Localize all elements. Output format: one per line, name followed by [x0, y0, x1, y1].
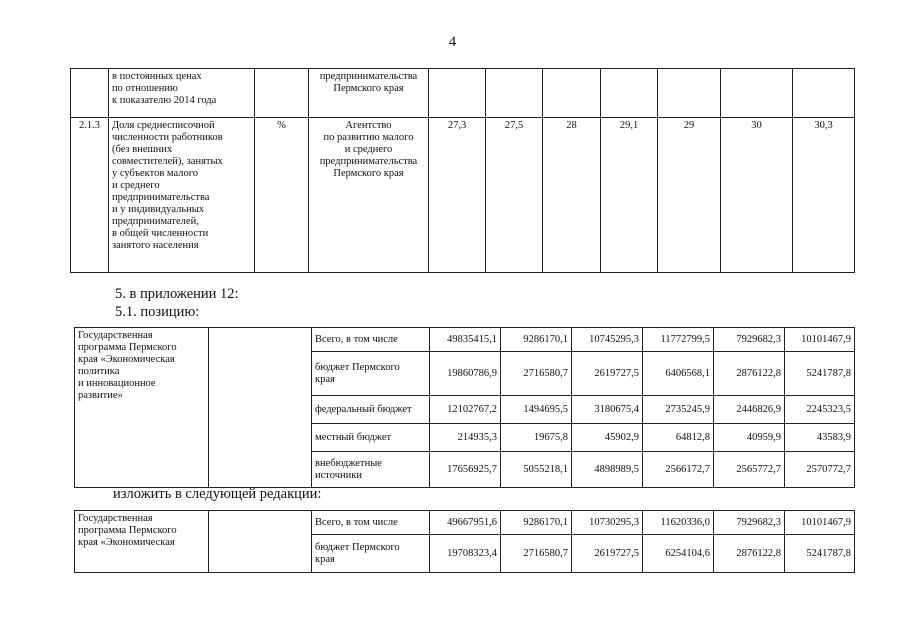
- unit-cell: [255, 69, 309, 118]
- text-line: края «Экономическая: [78, 537, 175, 548]
- text-line: бюджет Пермского: [315, 541, 400, 553]
- value-cell: 45902,9: [572, 424, 643, 452]
- value-cell: 2735245,9: [643, 396, 714, 424]
- text-line: и среднего: [344, 144, 393, 155]
- indicators-table: [70, 68, 855, 273]
- text-line: и инновационное: [78, 378, 156, 389]
- text-line: и у индивидуальных: [112, 204, 205, 215]
- value-cell: 2566172,7: [643, 452, 714, 488]
- value-cell: 2716580,7: [501, 352, 572, 396]
- value-cell: 19708323,4: [430, 535, 501, 573]
- funding-source-cell: [312, 328, 430, 352]
- text-line: Всего, в том числе: [315, 333, 398, 345]
- text-line: местный бюджет: [315, 431, 392, 443]
- empty-cell: [209, 328, 312, 488]
- funding-source-cell: [312, 511, 430, 535]
- text-line: бюджет Пермского: [315, 361, 400, 373]
- text-line: Всего, в том числе: [315, 516, 398, 528]
- text-line: численности работников: [112, 132, 223, 143]
- value-cell: [543, 69, 601, 118]
- funding-source-cell: [312, 396, 430, 424]
- value-cell: 1494695,5: [501, 396, 572, 424]
- value-cell: 27,5: [486, 118, 543, 273]
- value-cell: 9286170,1: [501, 511, 572, 535]
- text-line: программа Пермского: [78, 525, 177, 536]
- value-cell: 3180675,4: [572, 396, 643, 424]
- unit-cell: %: [255, 118, 309, 273]
- value-cell: 43583,9: [785, 424, 855, 452]
- value-cell: 7929682,3: [714, 328, 785, 352]
- value-cell: 19860786,9: [430, 352, 501, 396]
- value-cell: 19675,8: [501, 424, 572, 452]
- value-cell: 5055218,1: [501, 452, 572, 488]
- text-line: политика: [78, 366, 120, 377]
- value-cell: 2446826,9: [714, 396, 785, 424]
- page-number: 4: [448, 34, 457, 50]
- paragraph-position: 5.1. позицию:: [115, 304, 200, 320]
- text-line: по отношению: [112, 83, 178, 94]
- value-cell: 49835415,1: [430, 328, 501, 352]
- table-row: [75, 511, 855, 535]
- text-line: края «Экономическая: [78, 354, 175, 365]
- paragraph-appendix: 5. в приложении 12:: [115, 286, 239, 302]
- text-line: (без внешних: [112, 144, 173, 155]
- program-name-cell: [75, 511, 209, 573]
- value-cell: 6406568,1: [643, 352, 714, 396]
- value-cell: 17656925,7: [430, 452, 501, 488]
- value-cell: 10101467,9: [785, 328, 855, 352]
- row-number-cell: 2.1.3: [71, 118, 109, 273]
- value-cell: 5241787,8: [785, 352, 855, 396]
- text-line: федеральный бюджет: [315, 403, 412, 415]
- text-line: Доля среднесписочной: [112, 120, 215, 131]
- text-line: предпринимательства: [319, 71, 418, 82]
- value-cell: 30: [721, 118, 793, 273]
- value-cell: 27,3: [429, 118, 486, 273]
- value-cell: 2619727,5: [572, 352, 643, 396]
- value-cell: [601, 69, 658, 118]
- value-cell: 28: [543, 118, 601, 273]
- program-name-cell: [75, 328, 209, 488]
- table-row: [71, 69, 855, 118]
- value-cell: 10101467,9: [785, 511, 855, 535]
- text-line: предпринимателей,: [112, 216, 199, 227]
- value-cell: 6254104,6: [643, 535, 714, 573]
- text-line: источники: [315, 469, 362, 481]
- text-line: Пермского края: [333, 83, 404, 94]
- text-line: совместителей), занятых: [112, 156, 223, 167]
- table-row: [71, 118, 855, 273]
- value-cell: 214935,3: [430, 424, 501, 452]
- value-cell: 12102767,2: [430, 396, 501, 424]
- paragraph-new-edition: изложить в следующей редакции:: [113, 486, 322, 502]
- text-line: по развитию малого: [323, 132, 414, 143]
- value-cell: 2619727,5: [572, 535, 643, 573]
- program-funding-table-old: [74, 327, 855, 488]
- value-cell: 7929682,3: [714, 511, 785, 535]
- value-cell: 11620336,0: [643, 511, 714, 535]
- value-cell: 2876122,8: [714, 535, 785, 573]
- text-line: Государственная: [78, 513, 153, 524]
- value-cell: 2716580,7: [501, 535, 572, 573]
- text-line: в постоянных ценах: [112, 71, 202, 82]
- value-cell: 2570772,7: [785, 452, 855, 488]
- value-cell: 4898989,5: [572, 452, 643, 488]
- text-line: предпринимательства: [112, 192, 210, 203]
- text-line: и среднего: [112, 180, 160, 191]
- text-line: Пермского края: [333, 168, 404, 179]
- value-cell: 29: [658, 118, 721, 273]
- row-number-cell: [71, 69, 109, 118]
- value-cell: 5241787,8: [785, 535, 855, 573]
- value-cell: 9286170,1: [501, 328, 572, 352]
- funding-source-cell: [312, 535, 430, 573]
- value-cell: 10730295,3: [572, 511, 643, 535]
- value-cell: [429, 69, 486, 118]
- funding-source-cell: [312, 424, 430, 452]
- value-cell: 30,3: [793, 118, 855, 273]
- text-line: края: [315, 553, 335, 565]
- value-cell: 2565772,7: [714, 452, 785, 488]
- executor-cell: [309, 69, 429, 118]
- text-line: в общей численности: [112, 228, 209, 239]
- text-line: программа Пермского: [78, 342, 177, 353]
- text-line: к показателю 2014 года: [112, 95, 217, 106]
- funding-source-cell: [312, 352, 430, 396]
- text-line: у субъектов малого: [112, 168, 199, 179]
- text-line: предпринимательства: [319, 156, 418, 167]
- value-cell: 10745295,3: [572, 328, 643, 352]
- value-cell: 2245323,5: [785, 396, 855, 424]
- text-line: занятого населения: [112, 240, 199, 251]
- funding-source-cell: [312, 452, 430, 488]
- indicator-name-cell: [109, 118, 255, 273]
- value-cell: 49667951,6: [430, 511, 501, 535]
- value-cell: [721, 69, 793, 118]
- executor-cell: [309, 118, 429, 273]
- value-cell: 11772799,5: [643, 328, 714, 352]
- program-funding-table-new: [74, 510, 855, 573]
- text-line: развитие»: [78, 390, 123, 401]
- value-cell: 29,1: [601, 118, 658, 273]
- value-cell: [486, 69, 543, 118]
- indicator-name-cell: [109, 69, 255, 118]
- text-line: внебюджетные: [315, 457, 382, 469]
- value-cell: 2876122,8: [714, 352, 785, 396]
- text-line: края: [315, 373, 335, 385]
- text-line: Агентство: [345, 120, 392, 131]
- value-cell: [793, 69, 855, 118]
- value-cell: 64812,8: [643, 424, 714, 452]
- table-row: [75, 328, 855, 352]
- value-cell: [658, 69, 721, 118]
- text-line: Государственная: [78, 330, 153, 341]
- value-cell: 40959,9: [714, 424, 785, 452]
- empty-cell: [209, 511, 312, 573]
